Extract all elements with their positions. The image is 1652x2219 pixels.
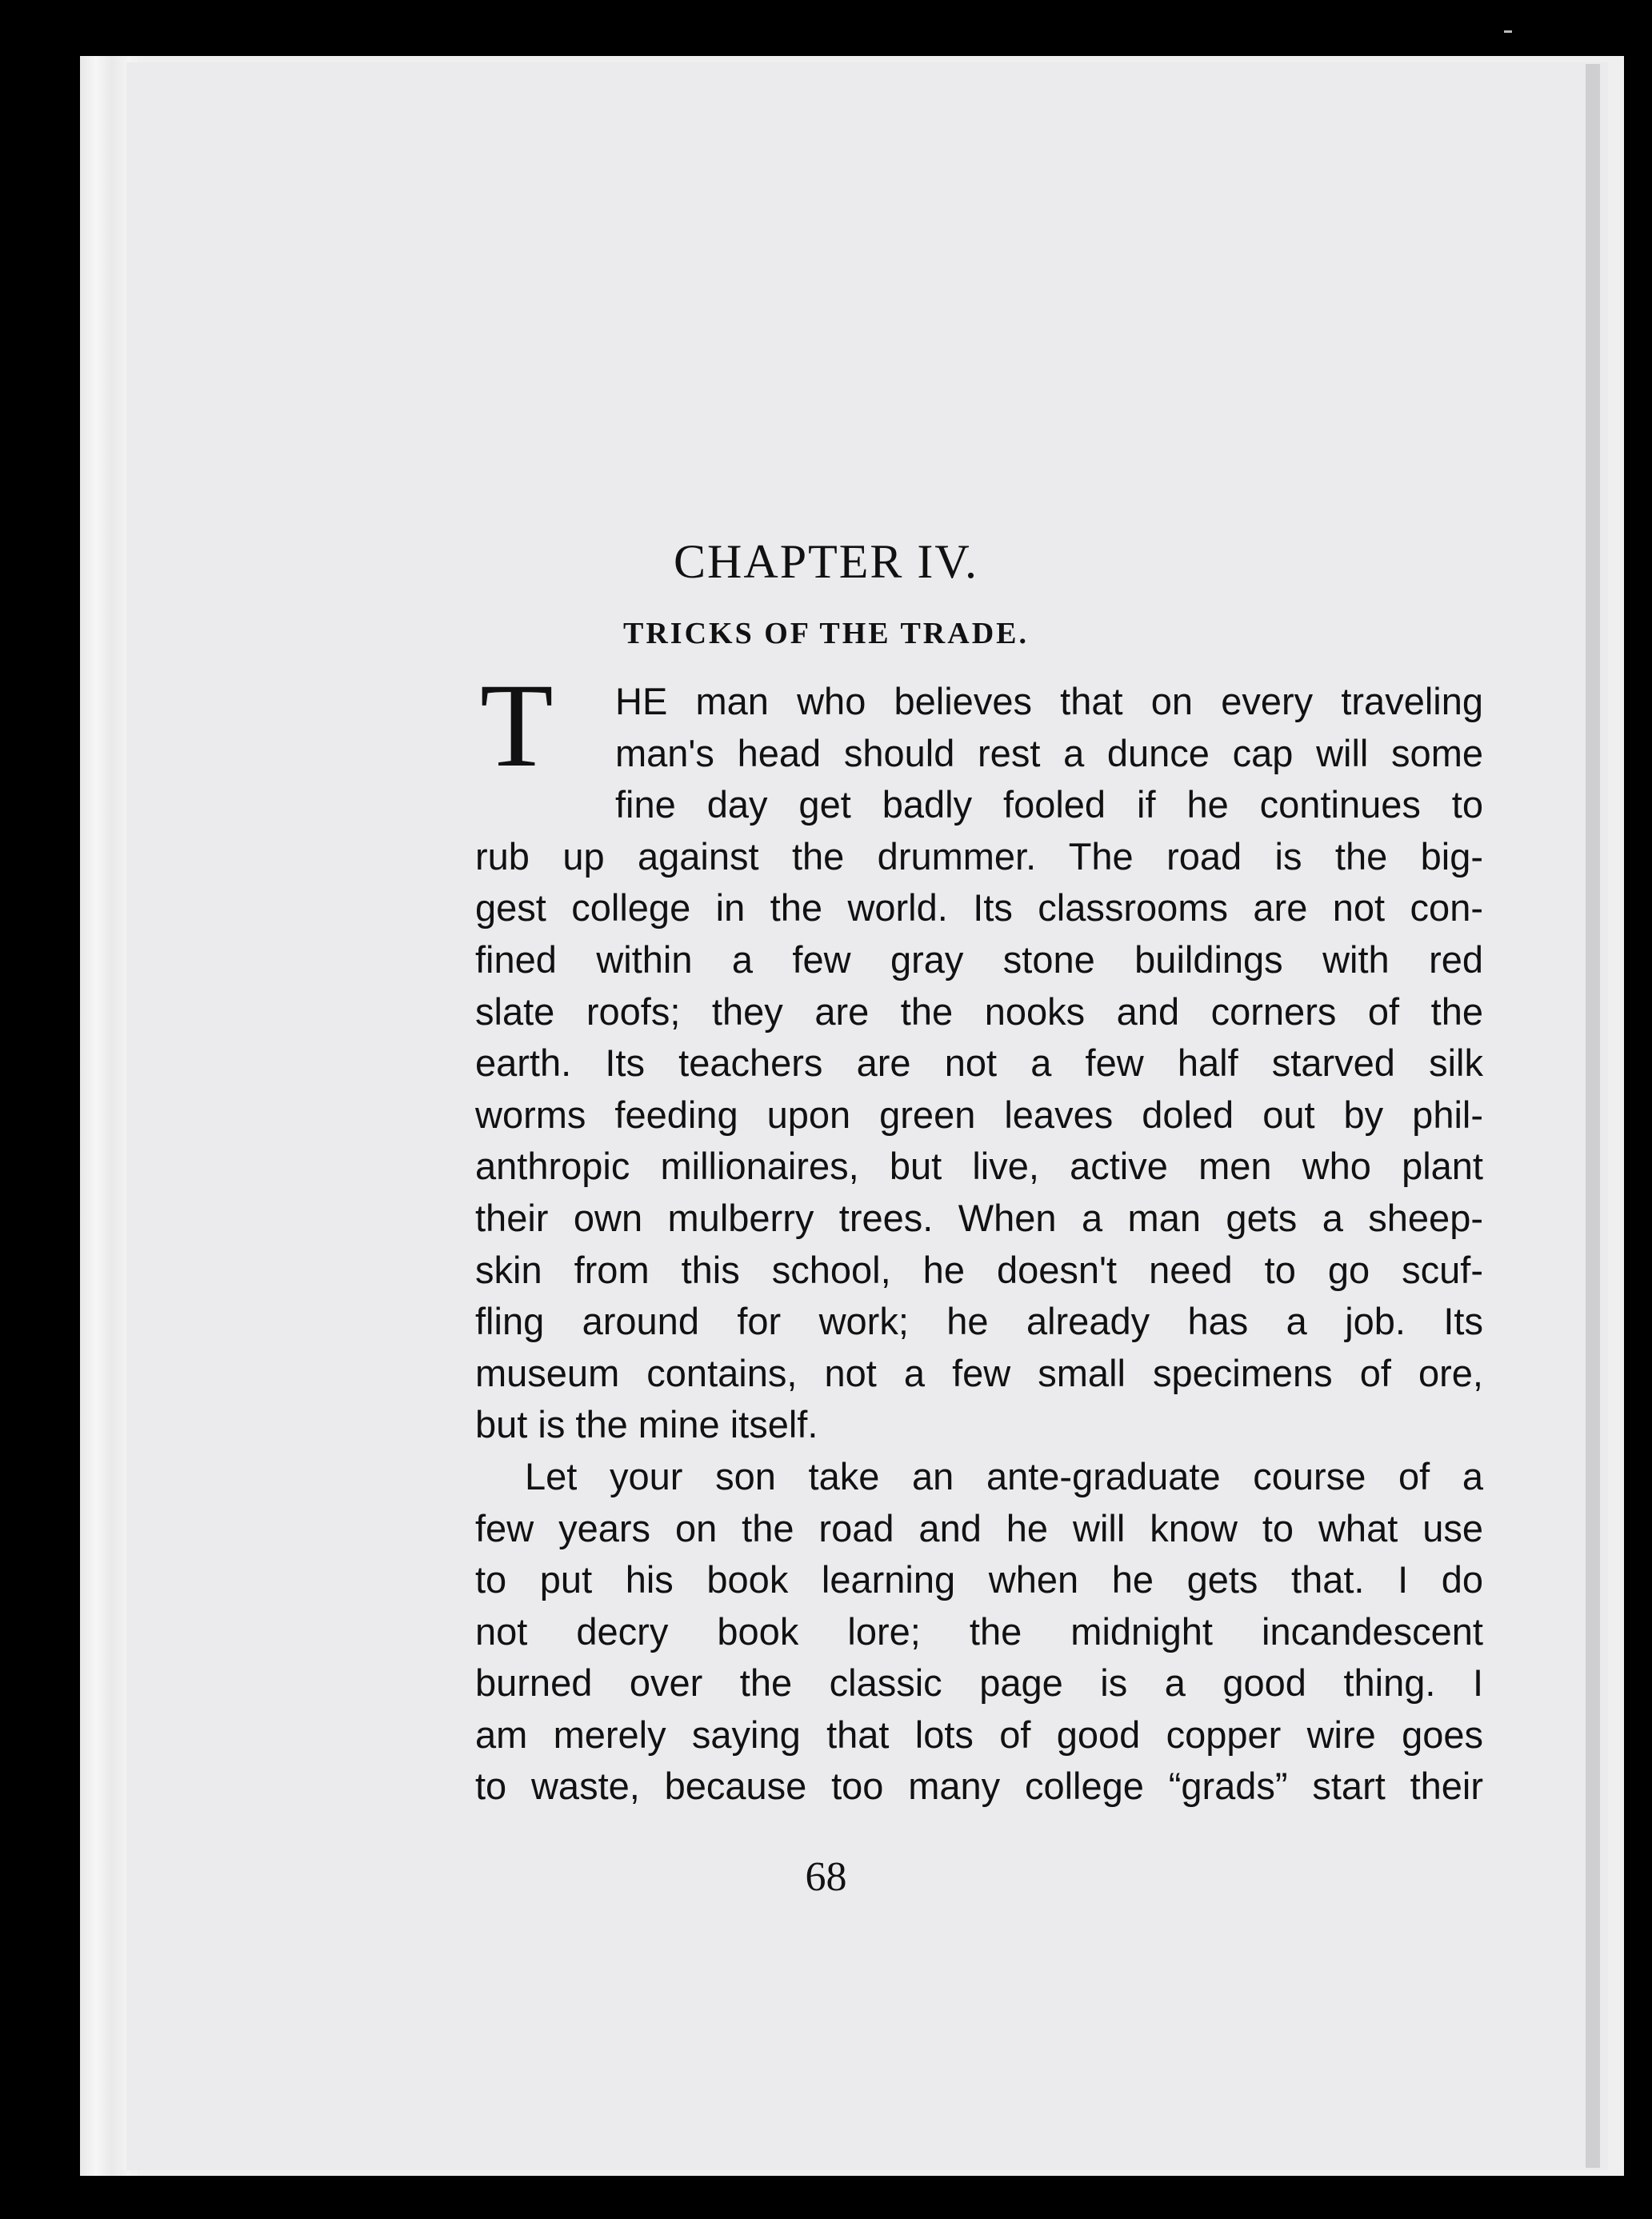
page-number: 68 (805, 1854, 847, 1900)
scan-mark (1504, 30, 1512, 33)
text-line: fling around for work; he already has a job. Its (475, 1300, 1483, 1343)
chapter-subtitle: TRICKS OF THE TRADE. (623, 617, 1029, 650)
text-line: man's head should rest a dunce cap will some (615, 731, 1483, 774)
text-line: am merely saying that lots of good copper wire goes (475, 1713, 1483, 1756)
text-line: to waste, because too many college “grads” start their (475, 1765, 1483, 1808)
text-line: Let your son take an ante-graduate course of a (525, 1454, 1483, 1497)
text-line: few years on the road and he will know to what use (475, 1506, 1483, 1549)
text-line: skin from this school, he doesn't need to go scuf- (475, 1248, 1483, 1291)
text-line: gest college in the world. Its classrooms are not con- (475, 886, 1483, 930)
text-line: their own mulberry trees. When a man gets a sheep- (475, 1196, 1483, 1239)
text-line: earth. Its teachers are not a few half starved silk (475, 1042, 1483, 1085)
text-line: fine day get badly fooled if he continues to (615, 783, 1483, 826)
text-line: burned over the classic page is a good thing. I (475, 1661, 1483, 1705)
drop-cap: T (480, 659, 554, 792)
text-line: slate roofs; they are the nooks and corners of the (475, 990, 1483, 1033)
chapter-title: CHAPTER IV. (674, 535, 978, 588)
text-line: rub up against the drummer. The road is the big- (475, 834, 1483, 878)
body-text (475, 676, 1483, 1813)
text-line: to put his book learning when he gets that. I do (475, 1558, 1483, 1601)
text-line: museum contains, not a few small specimens of ore, (475, 1351, 1483, 1394)
text-line: worms feeding upon green leaves doled out by phil- (475, 1093, 1483, 1136)
page-gutter-shadow (1586, 64, 1600, 2168)
text-line: but is the mine itself. (475, 1403, 818, 1446)
text-line: not decry book lore; the midnight incandescent (475, 1609, 1483, 1653)
text-line: fined within a few gray stone buildings with red (475, 938, 1483, 981)
text-line: HE man who believes that on every traveling (615, 680, 1483, 722)
text-line: anthropic millionaires, but live, active men who plant (475, 1145, 1483, 1188)
